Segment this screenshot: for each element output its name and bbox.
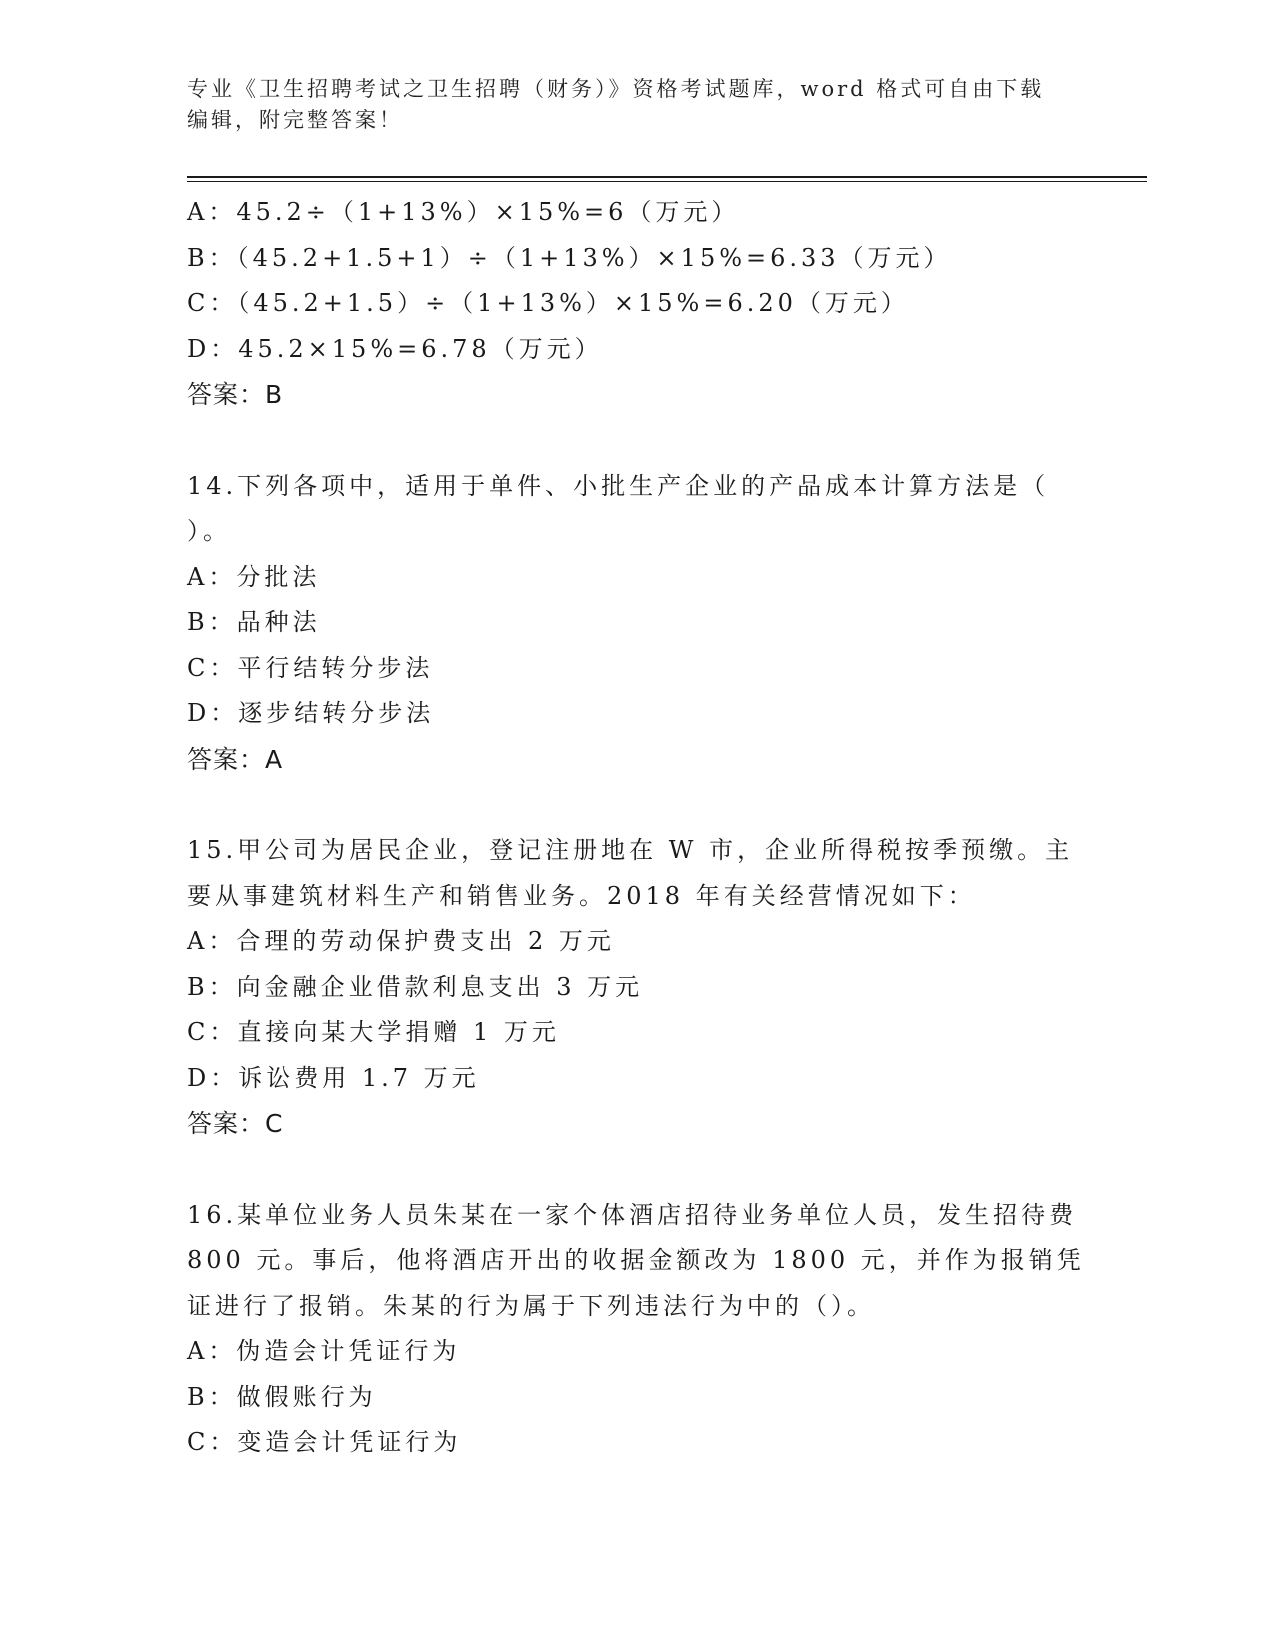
answer-line: 答案：C <box>187 1109 284 1138</box>
question-13-tail <box>187 190 1087 418</box>
question-stem: 14.下列各项中，适用于单件、小批生产企业的产品成本计算方法是（ ）。 <box>187 471 1050 545</box>
option-c: C：变造会计凭证行为 <box>187 1428 462 1456</box>
question-14 <box>187 464 1087 783</box>
question-list <box>187 190 1087 1466</box>
option-a: A：分批法 <box>187 562 321 591</box>
option-a: A：合理的劳动保护费支出 2 万元 <box>187 927 615 955</box>
answer-line: 答案：B <box>187 380 284 409</box>
option-b: B：（45.2+1.5+1）÷（1+13%）×15%=6.33（万元） <box>187 243 952 272</box>
option-c: C：（45.2+1.5）÷（1+13%）×15%=6.20（万元） <box>187 289 909 317</box>
option-d: D：诉讼费用 1.7 万元 <box>187 1063 480 1092</box>
option-a: A：伪造会计凭证行为 <box>187 1337 461 1365</box>
question-stem: 16.某单位业务人员朱某在一家个体酒店招待业务单位人员，发生招待费 800 元。事后，他将酒店开出的收据金额改为 1800 元，并作为报销凭证进行了报销。朱某的行为属于下列违法行为中的（）。 <box>187 1200 1085 1320</box>
question-15 <box>187 828 1087 1147</box>
option-a: A：45.2÷（1+13%）×15%=6（万元） <box>187 198 740 226</box>
answer-line: 答案：A <box>187 744 284 774</box>
option-c: C：直接向某大学捐赠 1 万元 <box>187 1018 560 1046</box>
header-divider <box>187 176 1147 182</box>
option-d: D：45.2×15%=6.78（万元） <box>187 334 603 363</box>
option-b: B：品种法 <box>187 608 321 636</box>
option-c: C：平行结转分步法 <box>187 653 434 682</box>
question-stem: 15.甲公司为居民企业，登记注册地在 W 市，企业所得税按季预缴。主要从事建筑材料生产和销售业务。2018 年有关经营情况如下： <box>187 836 1074 910</box>
option-b: B：做假账行为 <box>187 1382 377 1411</box>
option-b: B：向金融企业借款利息支出 3 万元 <box>187 972 644 1001</box>
option-d: D：逐步结转分步法 <box>187 699 435 727</box>
question-16 <box>187 1193 1087 1466</box>
page-header: 专业《卫生招聘考试之卫生招聘（财务）》资格考试题库，word 格式可自由下载编辑，附完整答案！ <box>187 77 1045 132</box>
